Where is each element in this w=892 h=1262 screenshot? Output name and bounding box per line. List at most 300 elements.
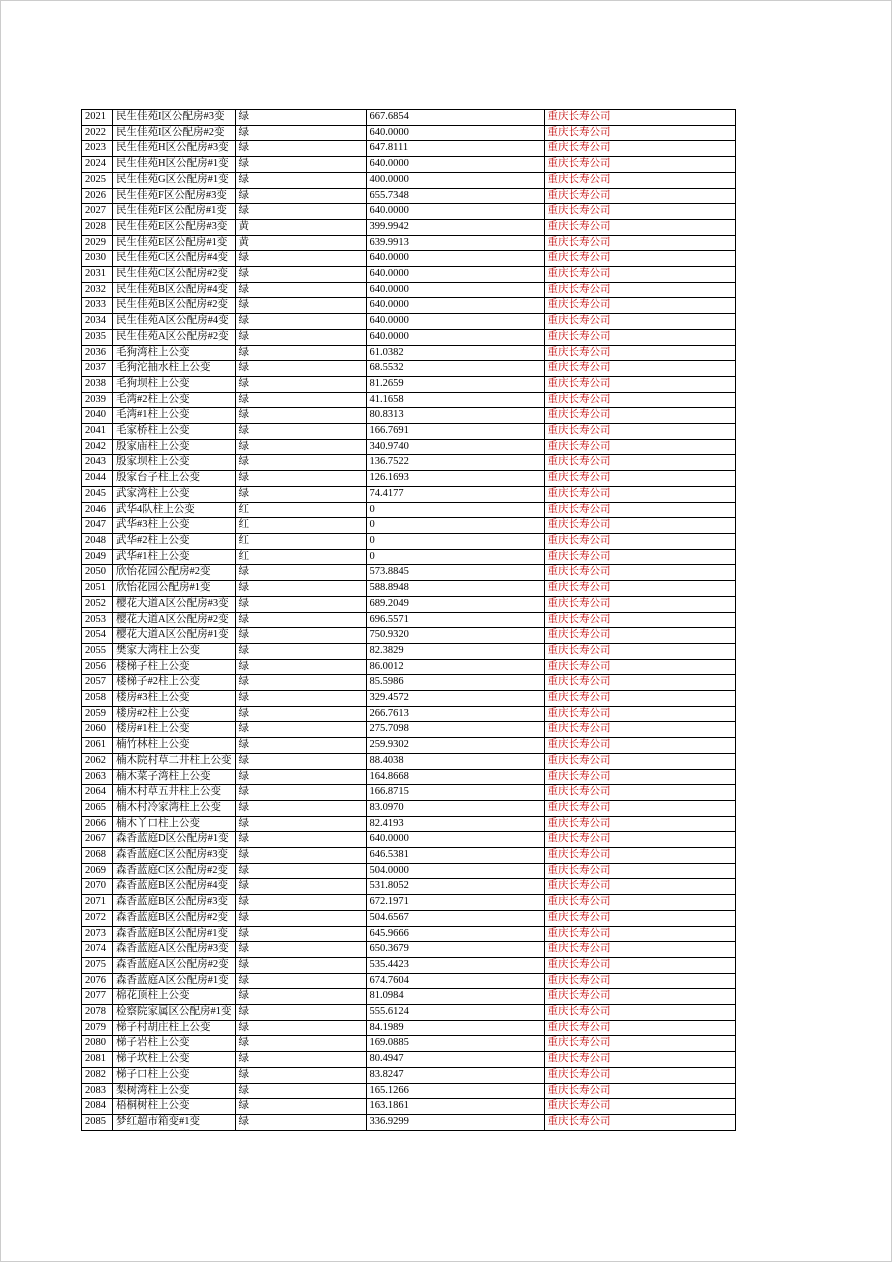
capacity-value: 88.4038 (366, 753, 544, 769)
row-id: 2054 (82, 628, 113, 644)
table-row (82, 596, 736, 612)
company-name: 重庆长寿公司 (544, 816, 735, 832)
company-name: 重庆长寿公司 (544, 643, 735, 659)
company-name: 重庆长寿公司 (544, 204, 735, 220)
capacity-value: 340.9740 (366, 439, 544, 455)
table-row (82, 863, 736, 879)
status-flag: 绿 (235, 643, 366, 659)
device-name: 梧桐树柱上公变 (113, 1099, 236, 1115)
table-row (82, 455, 736, 471)
capacity-value: 640.0000 (366, 282, 544, 298)
status-flag: 绿 (235, 957, 366, 973)
capacity-value: 640.0000 (366, 832, 544, 848)
status-flag: 绿 (235, 863, 366, 879)
row-id: 2065 (82, 800, 113, 816)
table-row (82, 848, 736, 864)
capacity-value: 259.9302 (366, 738, 544, 754)
status-flag: 绿 (235, 125, 366, 141)
status-flag: 绿 (235, 1052, 366, 1068)
capacity-value: 81.2659 (366, 376, 544, 392)
row-id: 2073 (82, 926, 113, 942)
device-name: 梨树湾柱上公变 (113, 1083, 236, 1099)
company-name: 重庆长寿公司 (544, 942, 735, 958)
device-name: 殷家庙柱上公变 (113, 439, 236, 455)
capacity-value: 588.8948 (366, 581, 544, 597)
capacity-value: 645.9666 (366, 926, 544, 942)
device-name: 楼梯子#2柱上公变 (113, 675, 236, 691)
capacity-value: 672.1971 (366, 895, 544, 911)
device-name: 楠木菜子湾柱上公变 (113, 769, 236, 785)
capacity-value: 0 (366, 533, 544, 549)
device-name: 武华4队柱上公变 (113, 502, 236, 518)
device-name: 楼房#2柱上公变 (113, 706, 236, 722)
company-name: 重庆长寿公司 (544, 251, 735, 267)
row-id: 2021 (82, 110, 113, 126)
row-id: 2074 (82, 942, 113, 958)
row-id: 2057 (82, 675, 113, 691)
table-row (82, 643, 736, 659)
device-name: 毛家桥柱上公变 (113, 424, 236, 440)
status-flag: 绿 (235, 926, 366, 942)
device-name: 民生佳苑A区公配房#2变 (113, 329, 236, 345)
status-flag: 绿 (235, 581, 366, 597)
status-flag: 绿 (235, 659, 366, 675)
status-flag: 绿 (235, 141, 366, 157)
device-name: 楠木院村草二井柱上公变 (113, 753, 236, 769)
table-row (82, 1052, 736, 1068)
row-id: 2026 (82, 188, 113, 204)
device-name: 民生佳苑H区公配房#3变 (113, 141, 236, 157)
capacity-value: 0 (366, 502, 544, 518)
capacity-value: 166.7691 (366, 424, 544, 440)
table-row (82, 235, 736, 251)
table-row (82, 314, 736, 330)
table-row (82, 361, 736, 377)
table-row (82, 565, 736, 581)
status-flag: 绿 (235, 439, 366, 455)
status-flag: 红 (235, 502, 366, 518)
company-name: 重庆长寿公司 (544, 1020, 735, 1036)
status-flag: 绿 (235, 455, 366, 471)
capacity-value: 573.8845 (366, 565, 544, 581)
row-id: 2049 (82, 549, 113, 565)
device-name: 梯子岩柱上公变 (113, 1036, 236, 1052)
status-flag: 绿 (235, 1020, 366, 1036)
status-flag: 绿 (235, 172, 366, 188)
row-id: 2024 (82, 157, 113, 173)
device-name: 民生佳苑E区公配房#1变 (113, 235, 236, 251)
device-name: 武家湾柱上公变 (113, 486, 236, 502)
status-flag: 绿 (235, 612, 366, 628)
device-name: 毛湾#1柱上公变 (113, 408, 236, 424)
status-flag: 绿 (235, 345, 366, 361)
table-row (82, 110, 736, 126)
device-name: 森香蓝庭A区公配房#2变 (113, 957, 236, 973)
device-name: 樊家大湾柱上公变 (113, 643, 236, 659)
table-row (82, 219, 736, 235)
company-name: 重庆长寿公司 (544, 675, 735, 691)
table-body (82, 110, 736, 1131)
table-row (82, 785, 736, 801)
company-name: 重庆长寿公司 (544, 455, 735, 471)
row-id: 2034 (82, 314, 113, 330)
company-name: 重庆长寿公司 (544, 1036, 735, 1052)
capacity-value: 136.7522 (366, 455, 544, 471)
table-row (82, 879, 736, 895)
device-name: 民生佳苑I区公配房#3变 (113, 110, 236, 126)
status-flag: 绿 (235, 486, 366, 502)
capacity-value: 504.0000 (366, 863, 544, 879)
company-name: 重庆长寿公司 (544, 973, 735, 989)
table-row (82, 1005, 736, 1021)
table-row (82, 251, 736, 267)
company-name: 重庆长寿公司 (544, 172, 735, 188)
status-flag: 绿 (235, 722, 366, 738)
device-name: 武华#3柱上公变 (113, 518, 236, 534)
capacity-value: 68.5532 (366, 361, 544, 377)
row-id: 2048 (82, 533, 113, 549)
status-flag: 绿 (235, 282, 366, 298)
capacity-value: 266.7613 (366, 706, 544, 722)
status-flag: 绿 (235, 329, 366, 345)
company-name: 重庆长寿公司 (544, 439, 735, 455)
company-name: 重庆长寿公司 (544, 722, 735, 738)
device-name: 民生佳苑B区公配房#4变 (113, 282, 236, 298)
company-name: 重庆长寿公司 (544, 376, 735, 392)
capacity-value: 504.6567 (366, 910, 544, 926)
company-name: 重庆长寿公司 (544, 706, 735, 722)
capacity-value: 674.7604 (366, 973, 544, 989)
company-name: 重庆长寿公司 (544, 691, 735, 707)
company-name: 重庆长寿公司 (544, 769, 735, 785)
table-row (82, 691, 736, 707)
status-flag: 绿 (235, 879, 366, 895)
status-flag: 绿 (235, 267, 366, 283)
row-id: 2029 (82, 235, 113, 251)
capacity-value: 164.8668 (366, 769, 544, 785)
company-name: 重庆长寿公司 (544, 910, 735, 926)
device-name: 民生佳苑F区公配房#1变 (113, 204, 236, 220)
capacity-value: 61.0382 (366, 345, 544, 361)
row-id: 2061 (82, 738, 113, 754)
status-flag: 红 (235, 518, 366, 534)
table-row (82, 486, 736, 502)
capacity-value: 640.0000 (366, 251, 544, 267)
table-row (82, 738, 736, 754)
capacity-value: 640.0000 (366, 157, 544, 173)
company-name: 重庆长寿公司 (544, 533, 735, 549)
status-flag: 绿 (235, 848, 366, 864)
status-flag: 绿 (235, 1115, 366, 1131)
company-name: 重庆长寿公司 (544, 565, 735, 581)
capacity-value: 647.8111 (366, 141, 544, 157)
table-row (82, 942, 736, 958)
capacity-value: 86.0012 (366, 659, 544, 675)
device-name: 民生佳苑G区公配房#1变 (113, 172, 236, 188)
status-flag: 绿 (235, 973, 366, 989)
company-name: 重庆长寿公司 (544, 361, 735, 377)
table-row (82, 926, 736, 942)
status-flag: 绿 (235, 565, 366, 581)
status-flag: 绿 (235, 471, 366, 487)
status-flag: 绿 (235, 691, 366, 707)
company-name: 重庆长寿公司 (544, 282, 735, 298)
table-row (82, 141, 736, 157)
status-flag: 绿 (235, 1067, 366, 1083)
company-name: 重庆长寿公司 (544, 800, 735, 816)
table-row (82, 1067, 736, 1083)
capacity-value: 329.4572 (366, 691, 544, 707)
capacity-value: 74.4177 (366, 486, 544, 502)
capacity-value: 275.7098 (366, 722, 544, 738)
status-flag: 绿 (235, 596, 366, 612)
status-flag: 绿 (235, 188, 366, 204)
table-row (82, 1036, 736, 1052)
status-flag: 绿 (235, 204, 366, 220)
row-id: 2072 (82, 910, 113, 926)
device-name: 毛湾#2柱上公变 (113, 392, 236, 408)
table-row (82, 628, 736, 644)
capacity-value: 750.9320 (366, 628, 544, 644)
status-flag: 绿 (235, 314, 366, 330)
device-name: 民生佳苑H区公配房#1变 (113, 157, 236, 173)
capacity-value: 640.0000 (366, 329, 544, 345)
status-flag: 黄 (235, 219, 366, 235)
device-name: 毛狗沱抽水柱上公变 (113, 361, 236, 377)
capacity-value: 41.1658 (366, 392, 544, 408)
status-flag: 绿 (235, 298, 366, 314)
row-id: 2085 (82, 1115, 113, 1131)
table-row (82, 188, 736, 204)
table-row (82, 518, 736, 534)
status-flag: 绿 (235, 251, 366, 267)
device-name: 民生佳苑F区公配房#3变 (113, 188, 236, 204)
device-name: 民生佳苑A区公配房#4变 (113, 314, 236, 330)
table-row (82, 125, 736, 141)
company-name: 重庆长寿公司 (544, 235, 735, 251)
company-name: 重庆长寿公司 (544, 957, 735, 973)
row-id: 2033 (82, 298, 113, 314)
company-name: 重庆长寿公司 (544, 596, 735, 612)
status-flag: 绿 (235, 738, 366, 754)
capacity-value: 640.0000 (366, 267, 544, 283)
device-name: 森香蓝庭A区公配房#3变 (113, 942, 236, 958)
company-name: 重庆长寿公司 (544, 895, 735, 911)
table-row (82, 439, 736, 455)
row-id: 2060 (82, 722, 113, 738)
row-id: 2037 (82, 361, 113, 377)
table-row (82, 329, 736, 345)
capacity-value: 655.7348 (366, 188, 544, 204)
company-name: 重庆长寿公司 (544, 329, 735, 345)
company-name: 重庆长寿公司 (544, 1083, 735, 1099)
device-name: 樱花大道A区公配房#1变 (113, 628, 236, 644)
status-flag: 绿 (235, 989, 366, 1005)
row-id: 2041 (82, 424, 113, 440)
status-flag: 绿 (235, 424, 366, 440)
device-name: 楠竹林柱上公变 (113, 738, 236, 754)
status-flag: 绿 (235, 895, 366, 911)
row-id: 2076 (82, 973, 113, 989)
device-name: 武华#2柱上公变 (113, 533, 236, 549)
status-flag: 绿 (235, 942, 366, 958)
table-row (82, 549, 736, 565)
table-row (82, 204, 736, 220)
row-id: 2042 (82, 439, 113, 455)
table-row (82, 973, 736, 989)
device-name: 樱花大道A区公配房#3变 (113, 596, 236, 612)
table-row (82, 769, 736, 785)
company-name: 重庆长寿公司 (544, 549, 735, 565)
capacity-value: 646.5381 (366, 848, 544, 864)
table-row (82, 345, 736, 361)
row-id: 2071 (82, 895, 113, 911)
company-name: 重庆长寿公司 (544, 1052, 735, 1068)
device-name: 梦红超市箱变#1变 (113, 1115, 236, 1131)
status-flag: 黄 (235, 235, 366, 251)
row-id: 2043 (82, 455, 113, 471)
device-name: 殷家台子柱上公变 (113, 471, 236, 487)
company-name: 重庆长寿公司 (544, 1099, 735, 1115)
status-flag: 绿 (235, 800, 366, 816)
company-name: 重庆长寿公司 (544, 219, 735, 235)
table-row (82, 282, 736, 298)
status-flag: 绿 (235, 1036, 366, 1052)
row-id: 2038 (82, 376, 113, 392)
row-id: 2078 (82, 1005, 113, 1021)
status-flag: 绿 (235, 110, 366, 126)
row-id: 2080 (82, 1036, 113, 1052)
table-row (82, 581, 736, 597)
device-name: 森香蓝庭B区公配房#4变 (113, 879, 236, 895)
transformer-table (81, 109, 736, 1131)
status-flag: 绿 (235, 816, 366, 832)
capacity-value: 667.6854 (366, 110, 544, 126)
row-id: 2027 (82, 204, 113, 220)
device-name: 森香蓝庭B区公配房#3变 (113, 895, 236, 911)
table-row (82, 298, 736, 314)
capacity-value: 0 (366, 518, 544, 534)
status-flag: 红 (235, 533, 366, 549)
table-row (82, 675, 736, 691)
row-id: 2068 (82, 848, 113, 864)
company-name: 重庆长寿公司 (544, 141, 735, 157)
capacity-value: 399.9942 (366, 219, 544, 235)
device-name: 梯子村胡庄柱上公变 (113, 1020, 236, 1036)
device-name: 棉花顶柱上公变 (113, 989, 236, 1005)
row-id: 2039 (82, 392, 113, 408)
capacity-value: 165.1266 (366, 1083, 544, 1099)
status-flag: 绿 (235, 376, 366, 392)
capacity-value: 83.8247 (366, 1067, 544, 1083)
device-name: 森香蓝庭A区公配房#1变 (113, 973, 236, 989)
table-row (82, 612, 736, 628)
row-id: 2023 (82, 141, 113, 157)
row-id: 2045 (82, 486, 113, 502)
row-id: 2031 (82, 267, 113, 283)
table-row (82, 816, 736, 832)
device-name: 楠木村草五井柱上公变 (113, 785, 236, 801)
company-name: 重庆长寿公司 (544, 110, 735, 126)
capacity-value: 640.0000 (366, 298, 544, 314)
row-id: 2083 (82, 1083, 113, 1099)
row-id: 2028 (82, 219, 113, 235)
status-flag: 绿 (235, 910, 366, 926)
company-name: 重庆长寿公司 (544, 1005, 735, 1021)
company-name: 重庆长寿公司 (544, 785, 735, 801)
row-id: 2077 (82, 989, 113, 1005)
table-row (82, 706, 736, 722)
device-name: 欣怡花园公配房#2变 (113, 565, 236, 581)
capacity-value: 166.8715 (366, 785, 544, 801)
device-name: 楼房#3柱上公变 (113, 691, 236, 707)
row-id: 2062 (82, 753, 113, 769)
row-id: 2081 (82, 1052, 113, 1068)
device-name: 殷家坝柱上公变 (113, 455, 236, 471)
device-name: 森香蓝庭C区公配房#2变 (113, 863, 236, 879)
status-flag: 绿 (235, 1005, 366, 1021)
device-name: 楼梯子柱上公变 (113, 659, 236, 675)
company-name: 重庆长寿公司 (544, 1067, 735, 1083)
status-flag: 绿 (235, 785, 366, 801)
company-name: 重庆长寿公司 (544, 502, 735, 518)
company-name: 重庆长寿公司 (544, 157, 735, 173)
table-row (82, 832, 736, 848)
device-name: 民生佳苑C区公配房#2变 (113, 267, 236, 283)
capacity-value: 689.2049 (366, 596, 544, 612)
status-flag: 绿 (235, 392, 366, 408)
company-name: 重庆长寿公司 (544, 392, 735, 408)
row-id: 2079 (82, 1020, 113, 1036)
table-row (82, 1083, 736, 1099)
capacity-value: 531.8052 (366, 879, 544, 895)
capacity-value: 84.1989 (366, 1020, 544, 1036)
device-name: 森香蓝庭C区公配房#3变 (113, 848, 236, 864)
row-id: 2064 (82, 785, 113, 801)
company-name: 重庆长寿公司 (544, 314, 735, 330)
capacity-value: 80.4947 (366, 1052, 544, 1068)
company-name: 重庆长寿公司 (544, 471, 735, 487)
status-flag: 绿 (235, 675, 366, 691)
row-id: 2051 (82, 581, 113, 597)
status-flag: 绿 (235, 408, 366, 424)
company-name: 重庆长寿公司 (544, 738, 735, 754)
capacity-value: 639.9913 (366, 235, 544, 251)
table-row (82, 533, 736, 549)
row-id: 2036 (82, 345, 113, 361)
capacity-value: 82.3829 (366, 643, 544, 659)
row-id: 2069 (82, 863, 113, 879)
device-name: 毛狗坝柱上公变 (113, 376, 236, 392)
company-name: 重庆长寿公司 (544, 753, 735, 769)
table-row (82, 989, 736, 1005)
capacity-value: 82.4193 (366, 816, 544, 832)
device-name: 楠木村冷家湾柱上公变 (113, 800, 236, 816)
company-name: 重庆长寿公司 (544, 345, 735, 361)
row-id: 2055 (82, 643, 113, 659)
device-name: 欣怡花园公配房#1变 (113, 581, 236, 597)
table-row (82, 471, 736, 487)
table-row (82, 659, 736, 675)
row-id: 2058 (82, 691, 113, 707)
row-id: 2035 (82, 329, 113, 345)
capacity-value: 640.0000 (366, 125, 544, 141)
row-id: 2059 (82, 706, 113, 722)
company-name: 重庆长寿公司 (544, 659, 735, 675)
company-name: 重庆长寿公司 (544, 879, 735, 895)
device-name: 民生佳苑C区公配房#4变 (113, 251, 236, 267)
company-name: 重庆长寿公司 (544, 832, 735, 848)
